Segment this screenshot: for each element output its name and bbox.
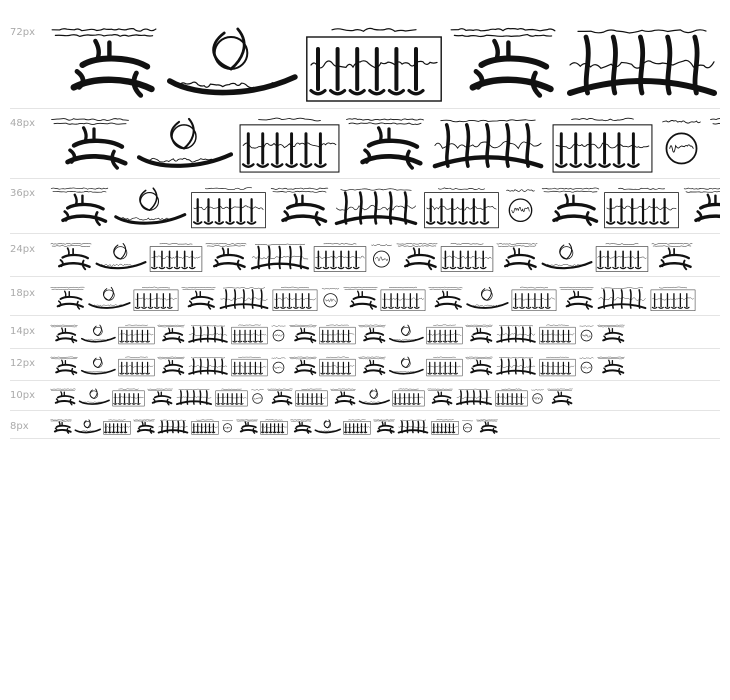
- medallion-calligraphy-icon: [270, 356, 287, 377]
- size-label: 12px: [10, 358, 35, 369]
- specimen-row: [10, 418, 720, 439]
- specimen-row: [10, 323, 720, 349]
- salawat-hamid-majid-icon: [289, 324, 317, 345]
- tughra-calligraphy-icon: [540, 242, 593, 273]
- specimen-row: [10, 241, 720, 277]
- tughra-calligraphy-icon: [94, 242, 147, 273]
- panel-calligraphy-icon: [551, 116, 654, 175]
- salawat-hamid-majid-icon: [50, 186, 109, 230]
- salawat-hamid-majid-icon: [205, 242, 247, 273]
- ornate-calligraphy-icon: [596, 286, 648, 312]
- ornate-calligraphy-icon: [429, 116, 547, 175]
- tughra-calligraphy-icon: [358, 388, 390, 407]
- panel-calligraphy-icon: [539, 356, 576, 377]
- panel-calligraphy-icon: [440, 242, 494, 273]
- panel-calligraphy-icon: [319, 324, 356, 345]
- tughra-calligraphy-icon: [134, 116, 234, 175]
- panel-calligraphy-icon: [392, 388, 425, 407]
- panel-calligraphy-icon: [295, 388, 328, 407]
- tughra-calligraphy-icon: [163, 25, 299, 105]
- ornate-calligraphy-icon: [187, 324, 229, 345]
- specimen-row: [10, 355, 720, 381]
- size-label: 24px: [10, 244, 35, 255]
- ornate-calligraphy-icon: [397, 419, 429, 435]
- salawat-hamid-majid-icon: [50, 356, 78, 377]
- salawat-hamid-majid-icon: [289, 356, 317, 377]
- panel-calligraphy-icon: [231, 324, 268, 345]
- panel-calligraphy-icon: [431, 419, 459, 435]
- medallion-calligraphy-icon: [658, 116, 705, 175]
- ornate-calligraphy-icon: [562, 25, 720, 105]
- panel-calligraphy-icon: [595, 242, 649, 273]
- panel-calligraphy-icon: [511, 286, 557, 312]
- tughra-calligraphy-icon: [112, 186, 187, 230]
- salawat-hamid-majid-icon: [396, 242, 438, 273]
- salawat-hamid-majid-icon: [358, 356, 386, 377]
- salawat-hamid-majid-icon: [373, 419, 395, 435]
- glyph-strip: [50, 285, 698, 315]
- salawat-hamid-majid-icon: [709, 116, 720, 175]
- ornate-calligraphy-icon: [332, 186, 420, 230]
- panel-calligraphy-icon: [191, 419, 219, 435]
- medallion-calligraphy-icon: [320, 286, 341, 312]
- salawat-hamid-majid-icon: [541, 186, 600, 230]
- salawat-hamid-majid-icon: [50, 116, 130, 175]
- glyph-strip: [50, 185, 720, 233]
- tughra-calligraphy-icon: [388, 356, 424, 377]
- salawat-hamid-majid-icon: [50, 388, 76, 407]
- salawat-hamid-majid-icon: [496, 242, 538, 273]
- salawat-hamid-majid-icon: [50, 286, 85, 312]
- salawat-hamid-majid-icon: [597, 356, 625, 377]
- panel-calligraphy-icon: [495, 388, 528, 407]
- panel-calligraphy-icon: [319, 356, 356, 377]
- size-label: 36px: [10, 188, 35, 199]
- panel-calligraphy-icon: [238, 116, 341, 175]
- salawat-hamid-majid-icon: [683, 186, 720, 230]
- salawat-hamid-majid-icon: [147, 388, 173, 407]
- medallion-calligraphy-icon: [530, 388, 545, 407]
- salawat-hamid-majid-icon: [330, 388, 356, 407]
- medallion-calligraphy-icon: [250, 388, 265, 407]
- size-label: 8px: [10, 421, 29, 432]
- tughra-calligraphy-icon: [87, 286, 131, 312]
- ornate-calligraphy-icon: [495, 324, 537, 345]
- glyph-strip: [50, 115, 720, 178]
- panel-calligraphy-icon: [343, 419, 371, 435]
- glyph-strip: [50, 355, 627, 380]
- glyph-strip: [50, 24, 720, 108]
- size-label: 48px: [10, 118, 35, 129]
- panel-calligraphy-icon: [260, 419, 288, 435]
- panel-calligraphy-icon: [272, 286, 318, 312]
- ornate-calligraphy-icon: [249, 242, 311, 273]
- panel-calligraphy-icon: [133, 286, 179, 312]
- specimen-row: [10, 387, 720, 411]
- salawat-hamid-majid-icon: [133, 419, 155, 435]
- salawat-hamid-majid-icon: [157, 324, 185, 345]
- salawat-hamid-majid-icon: [651, 242, 693, 273]
- panel-calligraphy-icon: [603, 186, 680, 230]
- ornate-calligraphy-icon: [455, 388, 493, 407]
- panel-calligraphy-icon: [426, 324, 463, 345]
- ornate-calligraphy-icon: [175, 388, 213, 407]
- size-label: 14px: [10, 326, 35, 337]
- salawat-hamid-majid-icon: [181, 286, 216, 312]
- medallion-calligraphy-icon: [578, 324, 595, 345]
- panel-calligraphy-icon: [215, 388, 248, 407]
- salawat-hamid-majid-icon: [50, 324, 78, 345]
- salawat-hamid-majid-icon: [50, 419, 72, 435]
- specimen-row: [10, 185, 720, 234]
- panel-calligraphy-icon: [380, 286, 426, 312]
- panel-calligraphy-icon: [539, 324, 576, 345]
- salawat-hamid-majid-icon: [476, 419, 498, 435]
- panel-calligraphy-icon: [304, 25, 444, 105]
- specimen-row: [10, 115, 720, 179]
- salawat-hamid-majid-icon: [50, 25, 158, 105]
- tughra-calligraphy-icon: [388, 324, 424, 345]
- salawat-hamid-majid-icon: [157, 356, 185, 377]
- medallion-calligraphy-icon: [221, 419, 234, 435]
- specimen-row: [10, 285, 720, 316]
- size-label: 10px: [10, 390, 35, 401]
- salawat-hamid-majid-icon: [465, 356, 493, 377]
- salawat-hamid-majid-icon: [343, 286, 378, 312]
- medallion-calligraphy-icon: [578, 356, 595, 377]
- size-label: 72px: [10, 27, 35, 38]
- salawat-hamid-majid-icon: [559, 286, 594, 312]
- medallion-calligraphy-icon: [503, 186, 538, 230]
- panel-calligraphy-icon: [426, 356, 463, 377]
- specimen-row: [10, 24, 720, 109]
- salawat-hamid-majid-icon: [428, 286, 463, 312]
- salawat-hamid-majid-icon: [267, 388, 293, 407]
- panel-calligraphy-icon: [231, 356, 268, 377]
- ornate-calligraphy-icon: [495, 356, 537, 377]
- panel-calligraphy-icon: [190, 186, 267, 230]
- medallion-calligraphy-icon: [270, 324, 287, 345]
- panel-calligraphy-icon: [118, 356, 155, 377]
- salawat-hamid-majid-icon: [236, 419, 258, 435]
- panel-calligraphy-icon: [149, 242, 203, 273]
- tughra-calligraphy-icon: [80, 324, 116, 345]
- glyph-strip: [50, 387, 575, 410]
- salawat-hamid-majid-icon: [358, 324, 386, 345]
- tughra-calligraphy-icon: [78, 388, 110, 407]
- salawat-hamid-majid-icon: [50, 242, 92, 273]
- glyph-strip: [50, 241, 695, 276]
- salawat-hamid-majid-icon: [547, 388, 573, 407]
- salawat-hamid-majid-icon: [597, 324, 625, 345]
- tughra-calligraphy-icon: [465, 286, 509, 312]
- salawat-hamid-majid-icon: [449, 25, 557, 105]
- salawat-hamid-majid-icon: [270, 186, 329, 230]
- panel-calligraphy-icon: [423, 186, 500, 230]
- panel-calligraphy-icon: [650, 286, 696, 312]
- glyph-strip: [50, 418, 500, 438]
- size-label: 18px: [10, 288, 35, 299]
- tughra-calligraphy-icon: [314, 419, 341, 435]
- salawat-hamid-majid-icon: [345, 116, 425, 175]
- salawat-hamid-majid-icon: [427, 388, 453, 407]
- panel-calligraphy-icon: [112, 388, 145, 407]
- tughra-calligraphy-icon: [74, 419, 101, 435]
- panel-calligraphy-icon: [103, 419, 131, 435]
- panel-calligraphy-icon: [118, 324, 155, 345]
- tughra-calligraphy-icon: [80, 356, 116, 377]
- medallion-calligraphy-icon: [369, 242, 394, 273]
- ornate-calligraphy-icon: [187, 356, 229, 377]
- ornate-calligraphy-icon: [218, 286, 270, 312]
- panel-calligraphy-icon: [313, 242, 367, 273]
- glyph-strip: [50, 323, 627, 348]
- salawat-hamid-majid-icon: [465, 324, 493, 345]
- medallion-calligraphy-icon: [461, 419, 474, 435]
- salawat-hamid-majid-icon: [290, 419, 312, 435]
- ornate-calligraphy-icon: [157, 419, 189, 435]
